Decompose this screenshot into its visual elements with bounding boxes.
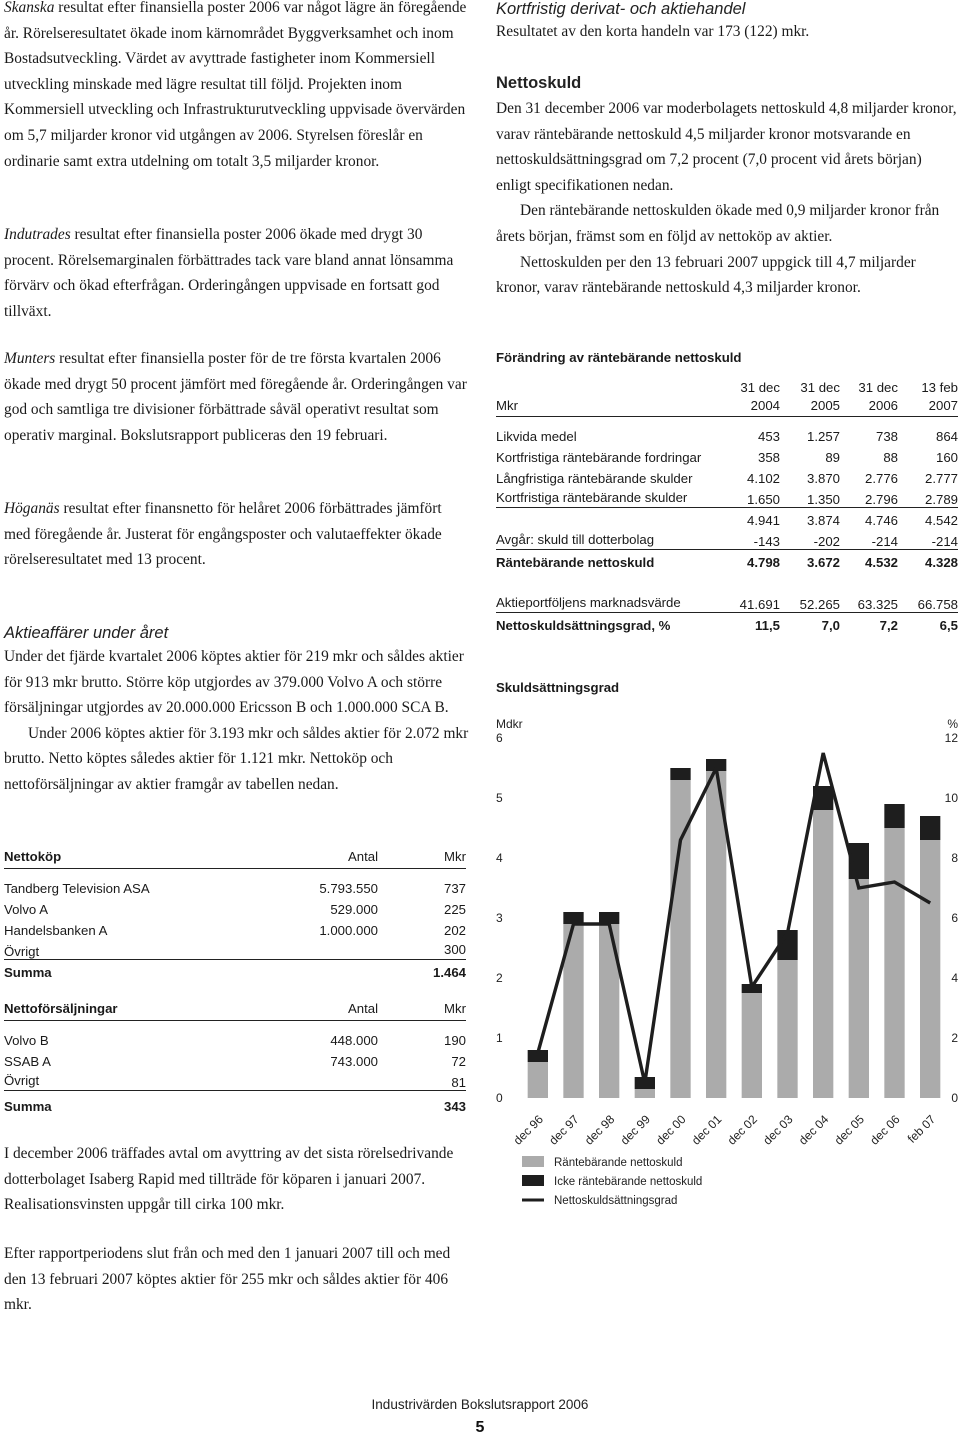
cell: 4.532 — [864, 555, 898, 570]
table-row — [4, 896, 466, 917]
cell: 2.789 — [898, 486, 958, 507]
total-row — [4, 959, 466, 980]
x-tick-label: dec 05 — [831, 1112, 867, 1148]
x-tick-label: dec 97 — [546, 1112, 582, 1148]
cell: 5.793.550 — [319, 881, 378, 896]
column-header: 13 feb — [921, 380, 958, 395]
y-axis-title-left: Mdkr — [496, 717, 523, 731]
y-tick-label-right: 10 — [944, 791, 958, 805]
indutrade-paragraph — [4, 222, 470, 324]
y-tick-label-left: 4 — [496, 851, 503, 865]
row-label: Kortfristiga räntebärande fordringar — [496, 450, 702, 465]
row-label: Volvo A — [4, 902, 48, 917]
x-tick-label: dec 99 — [617, 1112, 653, 1148]
paragraph: Den räntebärande nettoskulden ökade med 0,9 miljarder kronor från årets början, främst som en följd av nettoköp av aktier. — [496, 202, 940, 245]
y-tick-label-right: 6 — [951, 911, 958, 925]
cell: 11,5 — [755, 618, 780, 633]
cell: 225 — [443, 902, 466, 917]
bar-rantebarande — [813, 810, 833, 1098]
table-row — [4, 1020, 466, 1048]
table-row — [4, 1048, 466, 1069]
cell: -214 — [840, 528, 898, 549]
nettoforsaljningar-table-wrap — [4, 994, 466, 1114]
legend-label: Räntebärande nettoskuld — [554, 1157, 683, 1169]
paragraph: Under 2006 köptes aktier för 3.193 mkr och såldes aktier för 2.072 mkr brutto. Netto köptes således aktier för 1.121 mkr. Nettoköp och nettoförsäljningar av aktier framgår av tabellen nedan. — [4, 724, 469, 793]
bar-rantebarande — [884, 828, 904, 1098]
table-row — [4, 938, 466, 959]
column-header: 2007 — [898, 395, 958, 416]
aktieaffarer-section — [4, 622, 470, 798]
cell: 1.464 — [432, 965, 466, 980]
total-row — [496, 549, 958, 570]
y-tick-label-right: 4 — [951, 971, 958, 985]
table-row — [496, 465, 958, 486]
row-label: Avgår: skuld till dotterbolag — [496, 528, 724, 549]
section-heading: Nettoskuld — [496, 74, 582, 92]
cell: 6,5 — [939, 618, 958, 633]
y-tick-label-right: 12 — [944, 731, 958, 745]
kortfristig-section — [496, 0, 958, 45]
isaberg-paragraph: I december 2006 träffades avtal om avyttring av det sista rörelsedrivande dotterbolaget Isaberg Rapid med tillträde för köparen i januari 2007. Realisationsvinsten uppgår till cirka 100 mkr. — [4, 1145, 454, 1214]
table-row — [4, 917, 466, 938]
cell: 4.941 — [746, 513, 780, 528]
page-number: 5 — [475, 1419, 485, 1436]
cell: 358 — [757, 450, 780, 465]
table-row — [4, 868, 466, 896]
cell: 4.542 — [924, 513, 958, 528]
cell: 737 — [443, 881, 466, 896]
y-tick-label-right: 8 — [951, 851, 958, 865]
cell: 190 — [443, 1033, 466, 1048]
bar-icke-rantebarande — [884, 804, 904, 828]
x-tick-label: dec 01 — [688, 1112, 725, 1148]
bar-icke-rantebarande — [563, 912, 583, 924]
footer-title: Industrivärden Bokslutsrapport 2006 — [371, 1397, 589, 1412]
forandring-table — [496, 374, 958, 633]
table-row — [496, 486, 958, 507]
cell: 1.000.000 — [319, 923, 378, 938]
cell — [234, 938, 378, 959]
nettokop-table-wrap — [4, 842, 466, 980]
forandring-table-wrap — [496, 374, 958, 633]
bar-icke-rantebarande — [599, 912, 619, 924]
nettoforsaljningar-table — [4, 994, 466, 1114]
table-row — [496, 444, 958, 465]
cell: 4.798 — [746, 555, 780, 570]
bar-rantebarande — [849, 879, 869, 1098]
skuldsattningsgrad-chart — [480, 710, 960, 1220]
cell: -143 — [724, 528, 780, 549]
subtotal-row — [496, 507, 958, 528]
y-tick-label-left: 2 — [496, 971, 503, 985]
column-header: 31 dec — [800, 380, 840, 395]
cell: 2.776 — [864, 471, 898, 486]
cell: 1.257 — [806, 429, 840, 444]
chart-title: Skuldsättningsgrad — [496, 680, 620, 695]
bar-icke-rantebarande — [920, 816, 940, 840]
hoganas-paragraph — [4, 496, 470, 573]
y-tick-label-left: 5 — [496, 791, 503, 805]
cell: 1.350 — [780, 486, 840, 507]
cell: 160 — [935, 450, 958, 465]
row-label: Övrigt — [4, 938, 234, 959]
legend-swatch — [522, 1156, 544, 1167]
cell: 3.672 — [806, 555, 840, 570]
paragraph-text: resultat efter finansiella poster för de tre första kvartalen 2006 ökade med drygt 50 procent jämfört med föregående år. Orderingången var god och samtliga tre divisioner förbättrade såväl operativt resultat som operativ marginal. Bokslutsrapport publiceras den 19 februari. — [4, 350, 467, 444]
cell: 343 — [443, 1099, 466, 1114]
cell: 743.000 — [330, 1054, 378, 1069]
bar-rantebarande — [742, 993, 762, 1098]
cell: 72 — [451, 1054, 466, 1069]
cell: 202 — [443, 923, 466, 938]
cell: 3.874 — [806, 513, 840, 528]
row-label: Handelsbanken A — [4, 923, 108, 938]
x-tick-label: dec 98 — [581, 1112, 618, 1148]
cell: 63.325 — [840, 591, 898, 612]
y-tick-label-left: 3 — [496, 911, 503, 925]
section-heading: Kortfristig derivat- och aktiehandel — [496, 0, 746, 18]
row-label: Övrigt — [4, 1069, 234, 1090]
bar-rantebarande — [528, 1062, 548, 1098]
legend-label: Icke räntebärande nettoskuld — [554, 1176, 703, 1188]
bar-rantebarande — [920, 840, 940, 1098]
cell: 89 — [825, 450, 840, 465]
paragraph-text: resultat efter finansiella poster 2006 var något lägre än föregående år. Rörelseresultatet ökade inom kärnområdet Byggverksamhet och inom Bostadsutveckling. Värdet av avyttrade fastigheter inom Kommersiell utveckling minskade med lägre resultat till följd. Projekten inom Kommersiell utveckling och Infrastrukturutveckling uppvisade övervärden om 5,7 miljarder kronor vid utgången av 2006. Styrelsen föreslår en ordinarie samt extra utdelning om totalt 3,5 miljarder kronor. — [4, 0, 467, 170]
row-label: Kortfristiga räntebärande skulder — [496, 486, 724, 507]
y-tick-label-left: 1 — [496, 1031, 503, 1045]
cell: 4.102 — [746, 471, 780, 486]
x-tick-label: dec 02 — [724, 1112, 760, 1148]
cell: 81 — [378, 1069, 466, 1090]
cell: 448.000 — [330, 1033, 378, 1048]
column-header: 31 dec — [740, 380, 780, 395]
cell: 1.650 — [724, 486, 780, 507]
table-row — [496, 591, 958, 612]
row-label: Räntebärande nettoskuld — [496, 555, 655, 570]
column-header: Antal — [234, 994, 378, 1020]
column-header: Mkr — [378, 842, 466, 868]
skanska-paragraph — [4, 0, 470, 174]
cell: 2.796 — [840, 486, 898, 507]
x-tick-label: feb 07 — [904, 1112, 939, 1146]
table-row — [496, 528, 958, 549]
row-label: Summa — [4, 965, 52, 980]
x-tick-label: dec 03 — [760, 1112, 796, 1148]
paragraph: Nettoskulden per den 13 februari 2007 uppgick till 4,7 miljarder kronor, varav räntebärande nettoskuld 4,3 miljarder kronor. — [496, 253, 916, 297]
legend-swatch — [522, 1175, 544, 1186]
column-header: Antal — [234, 842, 378, 868]
company-name: Höganäs — [4, 500, 60, 517]
cell: 738 — [875, 429, 898, 444]
paragraph: Resultatet av den korta handeln var 173 (122) mkr. — [496, 23, 810, 40]
row-label: Likvida medel — [496, 429, 577, 444]
table-title: Förändring av räntebärande nettoskuld — [496, 350, 742, 365]
row-label: Aktieportföljens marknadsvärde — [496, 591, 724, 612]
column-header: 2004 — [724, 395, 780, 416]
bar-icke-rantebarande — [670, 768, 690, 780]
table-title: Nettoköp — [4, 842, 234, 868]
company-name: Munters — [4, 350, 56, 367]
row-label: Långfristiga räntebärande skulder — [496, 471, 693, 486]
column-header: Mkr — [378, 994, 466, 1020]
efter-paragraph: Efter rapportperiodens slut från och med den 1 januari 2007 till och med den 13 februari 2007 köptes aktier för 255 mkr och såldes aktier för 406 mkr. — [4, 1245, 451, 1314]
cell: -202 — [780, 528, 840, 549]
bar-rantebarande — [777, 960, 797, 1098]
nettokop-table — [4, 842, 466, 980]
cell: 453 — [757, 429, 780, 444]
paragraph: Den 31 december 2006 var moderbolagets nettoskuld 4,8 miljarder kronor, varav räntebärande nettoskuld 4,5 miljarder kronor motsvarande en nettoskuldsättningsgrad om 7,2 procent (7,0 procent vid årets början) enligt specifikationen nedan. — [496, 100, 957, 194]
x-tick-label: dec 06 — [867, 1112, 903, 1148]
unit-label: Mkr — [496, 395, 724, 416]
x-tick-label: dec 96 — [510, 1112, 546, 1148]
munters-paragraph — [4, 346, 470, 448]
cell: 2.777 — [924, 471, 958, 486]
nettoskuld-section — [496, 72, 958, 301]
cell: 4.746 — [864, 513, 898, 528]
table-row — [496, 416, 958, 444]
cell: 52.265 — [780, 591, 840, 612]
y-tick-label-left: 6 — [496, 731, 503, 745]
cell: 41.691 — [724, 591, 780, 612]
x-tick-label: dec 00 — [653, 1112, 689, 1148]
bar-rantebarande — [635, 1089, 655, 1098]
cell: 300 — [378, 938, 466, 959]
table-title: Nettoförsäljningar — [4, 994, 234, 1020]
paragraph-text: resultat efter finansiella poster 2006 ökade med drygt 30 procent. Rörelsemarginalen förbättrades tack vare bland annat lönsamma förvärv och ökad efterfrågan. Orderingången uppvisade en fortsatt god tillväxt. — [4, 226, 454, 320]
cell: 7,0 — [821, 618, 840, 633]
total-row — [4, 1090, 466, 1114]
column-header: 2005 — [780, 395, 840, 416]
cell: 3.870 — [806, 471, 840, 486]
column-header: 2006 — [840, 395, 898, 416]
cell: -214 — [898, 528, 958, 549]
cell: 7,2 — [879, 618, 898, 633]
cell: 66.758 — [898, 591, 958, 612]
cell — [234, 1069, 378, 1090]
row-label: Tandberg Television ASA — [4, 881, 150, 896]
cell: 864 — [935, 429, 958, 444]
total-row — [496, 612, 958, 633]
cell: 88 — [883, 450, 898, 465]
table-row — [4, 1069, 466, 1090]
row-label: Nettoskuldsättningsgrad, % — [496, 618, 671, 633]
y-tick-label-right: 2 — [951, 1031, 958, 1045]
section-heading: Aktieaffärer under året — [4, 624, 169, 642]
y-tick-label-right: 0 — [951, 1091, 958, 1105]
company-name: Skanska — [4, 0, 55, 16]
legend-label: Nettoskuldsättningsgrad — [554, 1195, 678, 1207]
series-line-nettoskuldsattningsgrad — [538, 753, 930, 1083]
row-label: SSAB A — [4, 1054, 51, 1069]
cell: 4.328 — [924, 555, 958, 570]
paragraph: Under det fjärde kvartalet 2006 köptes aktier för 219 mkr och såldes aktier för 913 mkr brutto. Större köp utgjordes av 379.000 Volvo A och större försäljningar utgjordes av 20.000.000 Ericsson B och 1.000.000 SCA B. — [4, 648, 464, 717]
y-tick-label-left: 0 — [496, 1091, 503, 1105]
column-header: 31 dec — [858, 380, 898, 395]
paragraph-text: resultat efter finansnetto för helåret 2006 förbättrades jämfört med föregående år. Justerat för engångsposter och valutaeffekter ökade rörelseresultatet med 13 procent. — [4, 500, 442, 569]
y-axis-title-right: % — [947, 717, 958, 731]
cell: 529.000 — [330, 902, 378, 917]
row-label: Summa — [4, 1099, 52, 1114]
row-label: Volvo B — [4, 1033, 49, 1048]
x-tick-label: dec 04 — [795, 1112, 832, 1148]
company-name: Indutrades — [4, 226, 71, 243]
